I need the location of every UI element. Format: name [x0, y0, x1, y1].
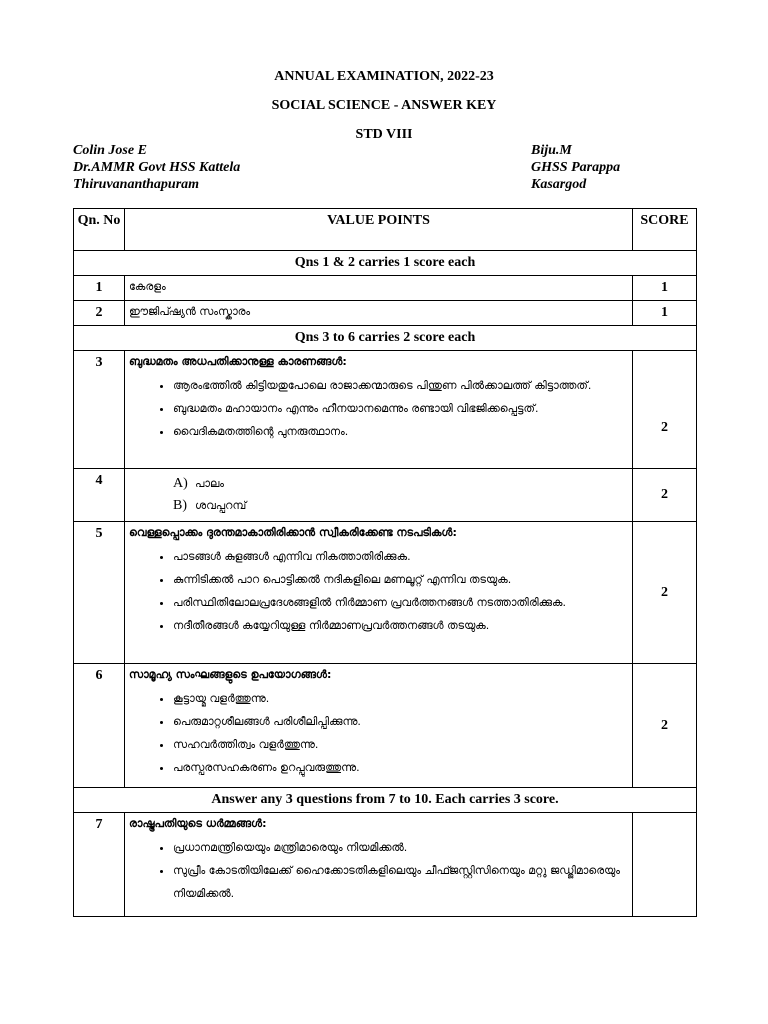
q5-number: 5 — [74, 522, 125, 664]
section-heading-3: Answer any 3 questions from 7 to 10. Each carries 3 score. — [74, 788, 697, 813]
q4-value-points — [125, 469, 633, 522]
list-item: • സുപ്രീം കോടതിയിലേക്ക് ഹൈക്കോടതികളിലെയും ചീഫ്ജസ്റ്റിസിനെയും മറ്റു ജഡ്ജിമാരെയും നിയമിക്കൽ. — [173, 859, 626, 905]
section-heading-2: Qns 3 to 6 carries 2 score each — [74, 326, 697, 351]
list-item — [151, 495, 626, 517]
list-item: • പ്രധാനമന്ത്രിയെയും മന്ത്രിമാരെയും നിയമിക്കൽ. — [173, 836, 626, 859]
q3-points-list — [129, 374, 626, 443]
q5-value-points — [125, 522, 633, 664]
q7-value-points — [125, 813, 633, 917]
q6-number: 6 — [74, 664, 125, 788]
q1-answer: കേരളം — [125, 276, 633, 301]
q6-points-list — [129, 687, 626, 779]
list-item — [151, 473, 626, 495]
list-item: • പെരുമാറ്റശീലങ്ങൾ പരിശീലിപ്പിക്കുന്നു. — [173, 710, 626, 733]
table-row — [74, 351, 697, 469]
list-item: • സഹവർത്തിത്വം വളർത്തുന്നു. — [173, 733, 626, 756]
table-row — [74, 522, 697, 664]
q5-heading: വെള്ളപ്പൊക്കം ദുരന്തമാകാതിരിക്കാൻ സ്വീകരിക്കേണ്ട നടപടികൾ: — [129, 526, 457, 539]
table-row — [74, 664, 697, 788]
q6-value-points — [125, 664, 633, 788]
col-value-points-header: VALUE POINTS — [125, 209, 633, 251]
q2-score: 1 — [633, 301, 697, 326]
q5-points-list — [129, 545, 626, 637]
section-heading-1: Qns 1 & 2 carries 1 score each — [74, 251, 697, 276]
q3-heading: ബുദ്ധമതം അധപതിക്കാനുള്ള കാരണങ്ങൾ: — [129, 355, 347, 368]
section-row — [74, 251, 697, 276]
q3-number: 3 — [74, 351, 125, 469]
q4-number: 4 — [74, 469, 125, 522]
author-left — [73, 142, 240, 193]
q6-score: 2 — [633, 664, 697, 788]
table-row — [74, 301, 697, 326]
list-item: • വൈദികമതത്തിന്റെ പുനരുത്ഥാനം. — [173, 420, 626, 443]
author-left-place: Thiruvananthapuram — [73, 177, 200, 192]
exam-title: ANNUAL EXAMINATION, 2022-23 — [274, 69, 494, 84]
list-item: • പരിസ്ഥിതിലോലപ്രദേശങ്ങളിൽ നിർമ്മാണ പ്രവർത്തനങ്ങൾ നടത്താതിരിക്കുക. — [173, 591, 626, 614]
q2-answer: ഈജിപ്ഷ്യൻ സംസ്കാരം — [125, 301, 633, 326]
q7-score — [633, 813, 697, 917]
table-header-row — [74, 209, 697, 251]
list-item: • കുന്നിടിക്കൽ പാറ പൊട്ടിക്കൽ നദികളിലെ മണലൂറ്റ് എന്നിവ തടയുക. — [173, 568, 626, 591]
section-row — [74, 326, 697, 351]
col-score-header: SCORE — [633, 209, 697, 251]
q4-score: 2 — [633, 469, 697, 522]
list-item: • നദീതീരങ്ങൾ കയ്യേറിയുള്ള നിർമ്മാണപ്രവർത്തനങ്ങൾ തടയുക. — [173, 614, 626, 637]
q2-number: 2 — [74, 301, 125, 326]
table-row — [74, 469, 697, 522]
q4-option-a-letter: A) — [173, 476, 188, 491]
author-right — [531, 142, 620, 193]
author-left-name: Colin Jose E — [73, 143, 147, 158]
list-item: • കൂട്ടായ്മ വളർത്തുന്നു. — [173, 687, 626, 710]
author-right-name: Biju.M — [531, 143, 572, 158]
q7-points-list — [129, 836, 626, 905]
author-right-school: GHSS Parappa — [531, 160, 621, 175]
q4-option-a: പാലം — [195, 477, 224, 490]
author-right-place: Kasargod — [531, 177, 587, 192]
q3-value-points — [125, 351, 633, 469]
q1-score: 1 — [633, 276, 697, 301]
section-row — [74, 788, 697, 813]
author-left-school: Dr.AMMR Govt HSS Kattela — [73, 160, 241, 175]
answer-key-table — [73, 208, 697, 917]
table-row — [74, 813, 697, 917]
q4-options-list — [151, 473, 626, 517]
list-item: • ആരംഭത്തിൽ കിട്ടിയതുപോലെ രാജാക്കന്മാരുടെ പിന്തുണ പിൽക്കാലത്ത് കിട്ടാത്തത്. — [173, 374, 626, 397]
std-title: STD VIII — [355, 127, 413, 142]
q3-score: 2 — [633, 351, 697, 469]
col-qn-header: Qn. No — [74, 209, 125, 251]
table-row — [74, 276, 697, 301]
list-item: • പരസ്പരസഹകരണം ഉറപ്പുവരുത്തുന്നു. — [173, 756, 626, 779]
q5-score: 2 — [633, 522, 697, 664]
list-item: • പാടങ്ങൾ കുളങ്ങൾ എന്നിവ നികത്താതിരിക്കുക. — [173, 545, 626, 568]
q7-number: 7 — [74, 813, 125, 917]
subject-title: SOCIAL SCIENCE - ANSWER KEY — [271, 98, 497, 113]
q1-number: 1 — [74, 276, 125, 301]
q6-heading: സാമൂഹ്യ സംഘങ്ങളുടെ ഉപയോഗങ്ങൾ: — [129, 668, 332, 681]
q7-heading: രാഷ്ട്രപതിയുടെ ധർമ്മങ്ങൾ: — [129, 817, 267, 830]
q4-option-b: ശവപ്പറമ്പ് — [195, 499, 247, 512]
q4-option-b-letter: B) — [173, 498, 187, 513]
list-item: • ബുദ്ധമതം മഹായാനം എന്നും ഹീനയാനമെന്നും രണ്ടായി വിഭജിക്കപ്പെട്ടത്. — [173, 397, 626, 420]
